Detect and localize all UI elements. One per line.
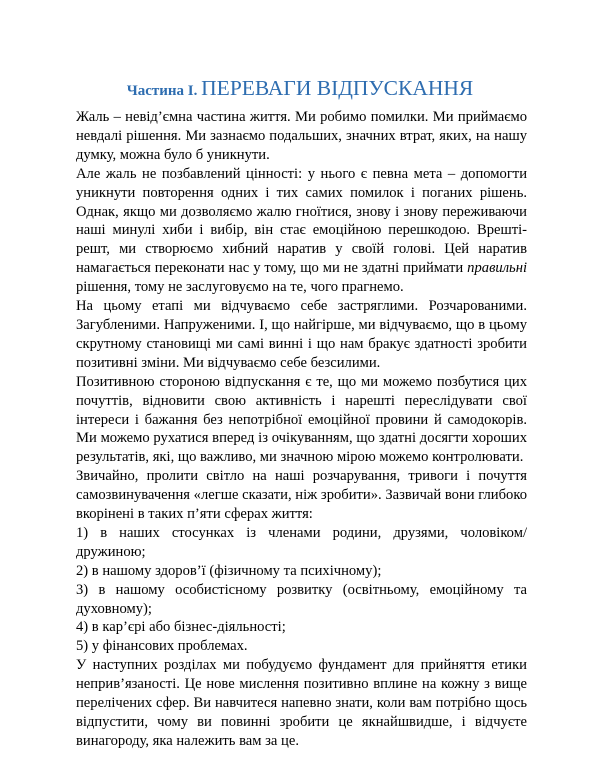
chapter-body	[76, 108, 527, 751]
paragraph-3: На цьому етапі ми відчуваємо себе застряглими. Розчарованими. Загубленими. Напруженими. І, що найгірше, ми відчуваємо, що в цьому скрутному становищі ми самі винні і що нам бракує здатності зробити позитивні зміни. Ми відчуваємо себе безсилими.	[76, 298, 527, 371]
list-item-4: 4) в кар’єрі або бізнес-діяльності;	[76, 619, 286, 636]
chapter-heading	[0, 66, 600, 103]
paragraph-2-text-b: рішення, тому не заслуговуємо на те, чого прагнемо.	[76, 279, 404, 296]
paragraph-5: Звичайно, пролити світло на наші розчарування, тривоги і почуття самозвинувачення «легше сказати, ніж зробити». Зазвичай вони глибоко вкорінені в таких п’яти сферах життя:	[76, 468, 527, 523]
paragraph-2-italic-word: правильні	[467, 260, 527, 277]
paragraph-2	[76, 165, 527, 297]
list-item-1: 1) в наших стосунках із членами родини, друзями, чоловіком/ дружиною;	[76, 524, 527, 560]
paragraph-6: У наступних розділах ми побудуємо фундамент для прийняття етики неприв’язаності. Це нове мислення позитивно вплине на кожну з вище перелічених сфер. Ви навчитеся напевно знати, коли вам потрібно щось відпустити, чому ви повинні зробити це якнайшвидше, і відчуєте винагороду, яка належить вам за це.	[76, 657, 527, 749]
list-item-3: 3) в нашому особистісному розвитку (освітньому, емоційному та духовному);	[76, 581, 527, 617]
paragraph-4: Позитивною стороною відпускання є те, що ми можемо позбутися цих почуттів, відновити свою активність і нарешті переслідувати свої інтереси і бажання без непотрібної емоційної провини й самодокорів. Ми можемо рухатися вперед із очікуванням, що здатні досягти хороших результатів, які, що важливо, ми значною мірою можемо контролювати.	[76, 373, 527, 466]
list-item-2: 2) в нашому здоров’ї (фізичному та психічному);	[76, 562, 382, 579]
chapter-part-label: Частина I.	[126, 83, 202, 99]
list-item-5: 5) у фінансових проблемах.	[76, 638, 248, 655]
chapter-title: ПЕРЕВАГИ ВІДПУСКАННЯ	[201, 76, 474, 100]
paragraph-2-text-a: Але жаль не позбавлений цінності: у нього є певна мета – допомогти уникнути повторення одних і тих самих помилок і поганих рішень. Однак, якщо ми дозволяємо жалю гноїтися, знову і знову переживаючи наші минулі хиби і вибір, він стає емоційною перешкодою. Врешті-решт, ми створюємо хибний наратив у своїй голові. Цей наратив намагається переконати нас у тому, що ми не здатні приймати	[76, 165, 527, 277]
paragraph-1: Жаль – невід’ємна частина життя. Ми робимо помилки. Ми приймаємо невдалі рішення. Ми зазнаємо подальших, значних втрат, яких, на нашу думку, можна було б уникнути.	[76, 109, 527, 163]
